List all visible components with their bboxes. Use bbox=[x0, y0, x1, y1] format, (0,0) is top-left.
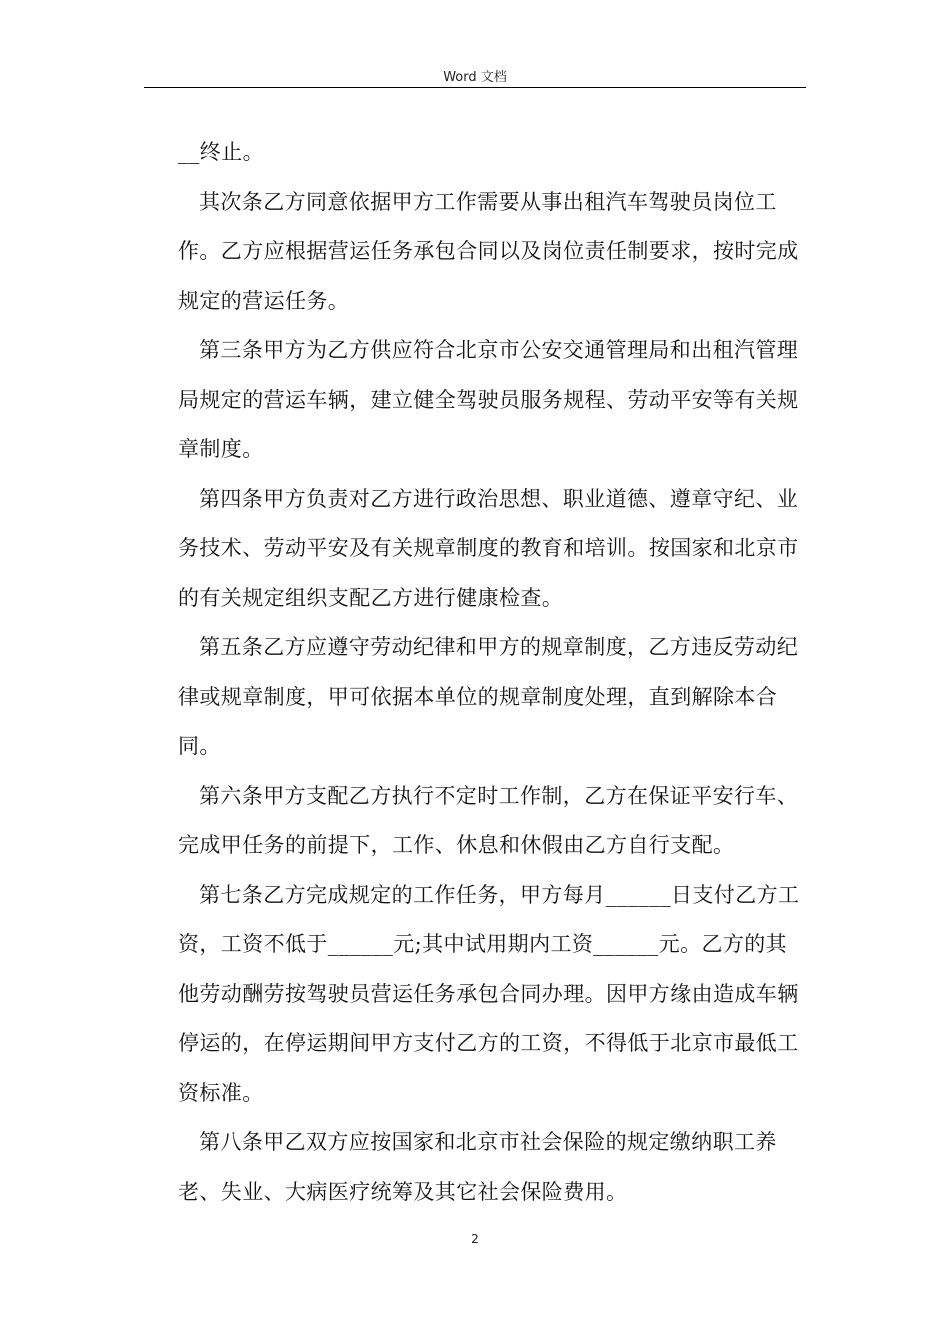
paragraph-article-2: 其次条乙方同意依据甲方工作需要从事出租汽车驾驶员岗位工作。乙方应根据营运任务承包合同以及岗位责任制要求，按时完成规定的营运任务。 bbox=[178, 189, 799, 313]
paragraph-article-3: 第三条甲方为乙方供应符合北京市公安交通管理局和出租汽管理局规定的营运车辆，建立健全驾驶员服务规程、劳动平安等有关规章制度。 bbox=[178, 338, 799, 461]
paragraph-article-4: 第四条甲方负责对乙方进行政治思想、职业道德、遵章守纪、业务技术、劳动平安及有关规章制度的教育和培训。按国家和北京市的有关规定组织支配乙方进行健康检查。 bbox=[178, 486, 799, 610]
page-number: 2 bbox=[471, 1232, 479, 1246]
document-body bbox=[178, 128, 808, 1217]
paragraph-termination: __终止。 bbox=[178, 140, 264, 164]
header-divider bbox=[144, 87, 806, 88]
paragraph-article-6: 第六条甲方支配乙方执行不定时工作制，乙方在保证平安行车、完成甲任务的前提下，工作、休息和休假由乙方自行支配。 bbox=[178, 783, 799, 857]
document-header-title: Word 文档 bbox=[443, 70, 507, 85]
paragraph-article-5: 第五条乙方应遵守劳动纪律和甲方的规章制度，乙方违反劳动纪律或规章制度，甲可依据本单位的规章制度处理，直到解除本合同。 bbox=[178, 635, 799, 758]
paragraph-article-7: 第七条乙方完成规定的工作任务，甲方每月______日支付乙方工资，工资不低于______元;其中试用期内工资______元。乙方的其他劳动酬劳按驾驶员营运任务承包合同办理。因甲方缘由造成车辆停运的，在停运期间甲方支付乙方的工资，不得低于北京市最低工资标准。 bbox=[178, 882, 800, 1105]
paragraph-article-8: 第八条甲乙双方应按国家和北京市社会保险的规定缴纳职工养老、失业、大病医疗统筹及其它社会保险费用。 bbox=[178, 1130, 777, 1204]
